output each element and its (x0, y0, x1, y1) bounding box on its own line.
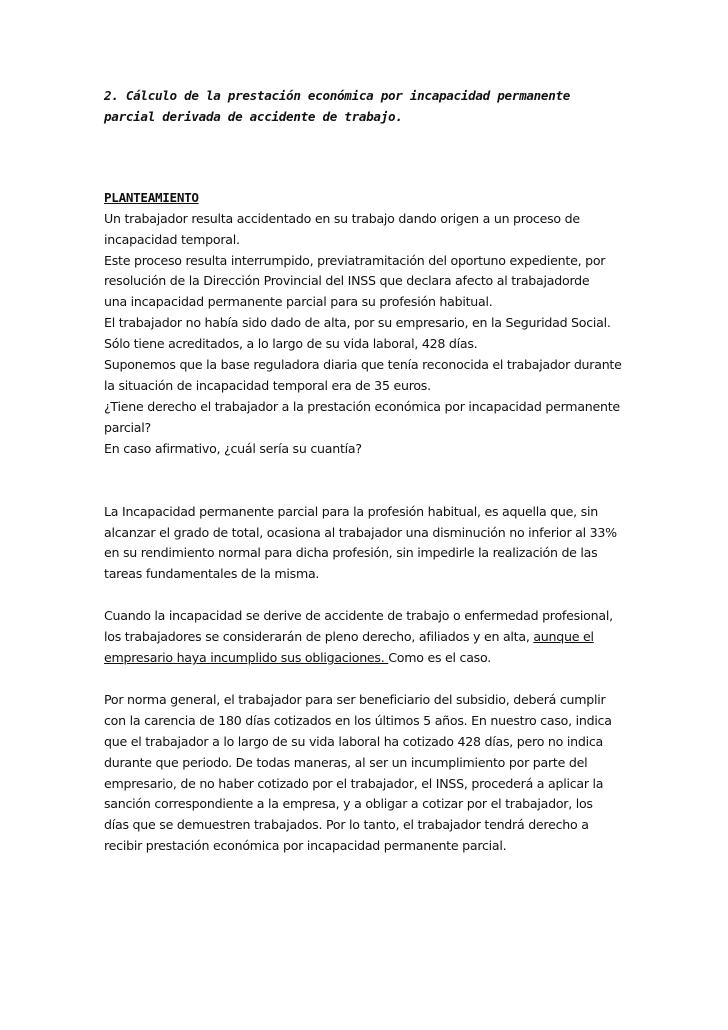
text-line: tareas fundamentales de la misma. (104, 566, 320, 582)
text-segment: los trabajadores se considerarán de pleno derecho, afiliados y en alta, (104, 629, 534, 645)
underlined-text: aunque el (533, 629, 594, 645)
text-line: Cuando la incapacidad se derive de accidente de trabajo o enfermedad profesional, (104, 608, 613, 624)
text-line: Sólo tiene acreditados, a lo largo de su vida laboral, 428 días. (104, 336, 478, 352)
text-line: que el trabajador a lo largo de su vida laboral ha cotizado 428 días, pero no indica (104, 733, 603, 749)
section-heading-planteamiento: PLANTEAMIENTO (104, 189, 199, 205)
paragraph-carencia (104, 690, 632, 857)
text-line: empresario, de no haber cotizado por el trabajador, el INSS, procederá a aplicar la (104, 775, 604, 791)
underlined-text: empresario haya incumplido sus obligaciones. (104, 650, 389, 666)
text-line: La Incapacidad permanente parcial para la profesión habitual, es aquella que, sin (104, 503, 598, 519)
text-line (104, 627, 632, 648)
text-line: ¿Tiene derecho el trabajador a la prestación económica por incapacidad permanente (104, 398, 620, 414)
text-line: una incapacidad permanente parcial para su profesión habitual. (104, 294, 493, 310)
text-line: incapacidad temporal. (104, 231, 240, 247)
text-line: sanción correspondiente a la empresa, y a obligar a cotizar por el trabajador, los (104, 796, 593, 812)
title-line-2: parcial derivada de accidente de trabajo. (104, 108, 403, 124)
planteamiento-text (104, 209, 632, 460)
text-line (104, 648, 632, 669)
text-line: En caso afirmativo, ¿cuál sería su cuantía? (104, 440, 362, 456)
text-line: recibir prestación económica por incapacidad permanente parcial. (104, 838, 507, 854)
text-line: días que se demuestren trabajados. Por lo tanto, el trabajador tendrá derecho a (104, 817, 589, 833)
text-line: Por norma general, el trabajador para ser beneficiario del subsidio, deberá cumplir (104, 691, 606, 707)
text-line: resolución de la Dirección Provincial del INSS que declara afecto al trabajadorde (104, 273, 590, 289)
text-line: Este proceso resulta interrumpido, previatramitación del oportuno expediente, por (104, 252, 606, 268)
text-line: parcial? (104, 419, 151, 435)
paragraph-accidente-trabajo (104, 606, 632, 669)
text-line: la situación de incapacidad temporal era de 35 euros. (104, 377, 431, 393)
title-line-1: 2. Cálculo de la prestación económica por incapacidad permanente (104, 88, 571, 103)
document-title (104, 86, 632, 128)
text-line: en su rendimiento normal para dicha profesión, sin impedirle la realización de las (104, 545, 598, 561)
paragraph-definition (104, 502, 632, 586)
text-line: con la carencia de 180 días cotizados en los últimos 5 años. En nuestro caso, indica (104, 712, 612, 728)
text-line: Un trabajador resulta accidentado en su trabajo dando origen a un proceso de (104, 210, 580, 226)
text-line: Suponemos que la base reguladora diaria que tenía reconocida el trabajador durante (104, 357, 622, 373)
text-segment: Como es el caso. (388, 650, 491, 666)
text-line: durante que periodo. De todas maneras, al ser un incumplimiento por parte del (104, 754, 588, 770)
document-page (104, 86, 632, 857)
text-line: El trabajador no había sido dado de alta, por su empresario, en la Seguridad Social. (104, 315, 611, 331)
text-line: alcanzar el grado de total, ocasiona al trabajador una disminución no inferior al 33% (104, 524, 617, 540)
